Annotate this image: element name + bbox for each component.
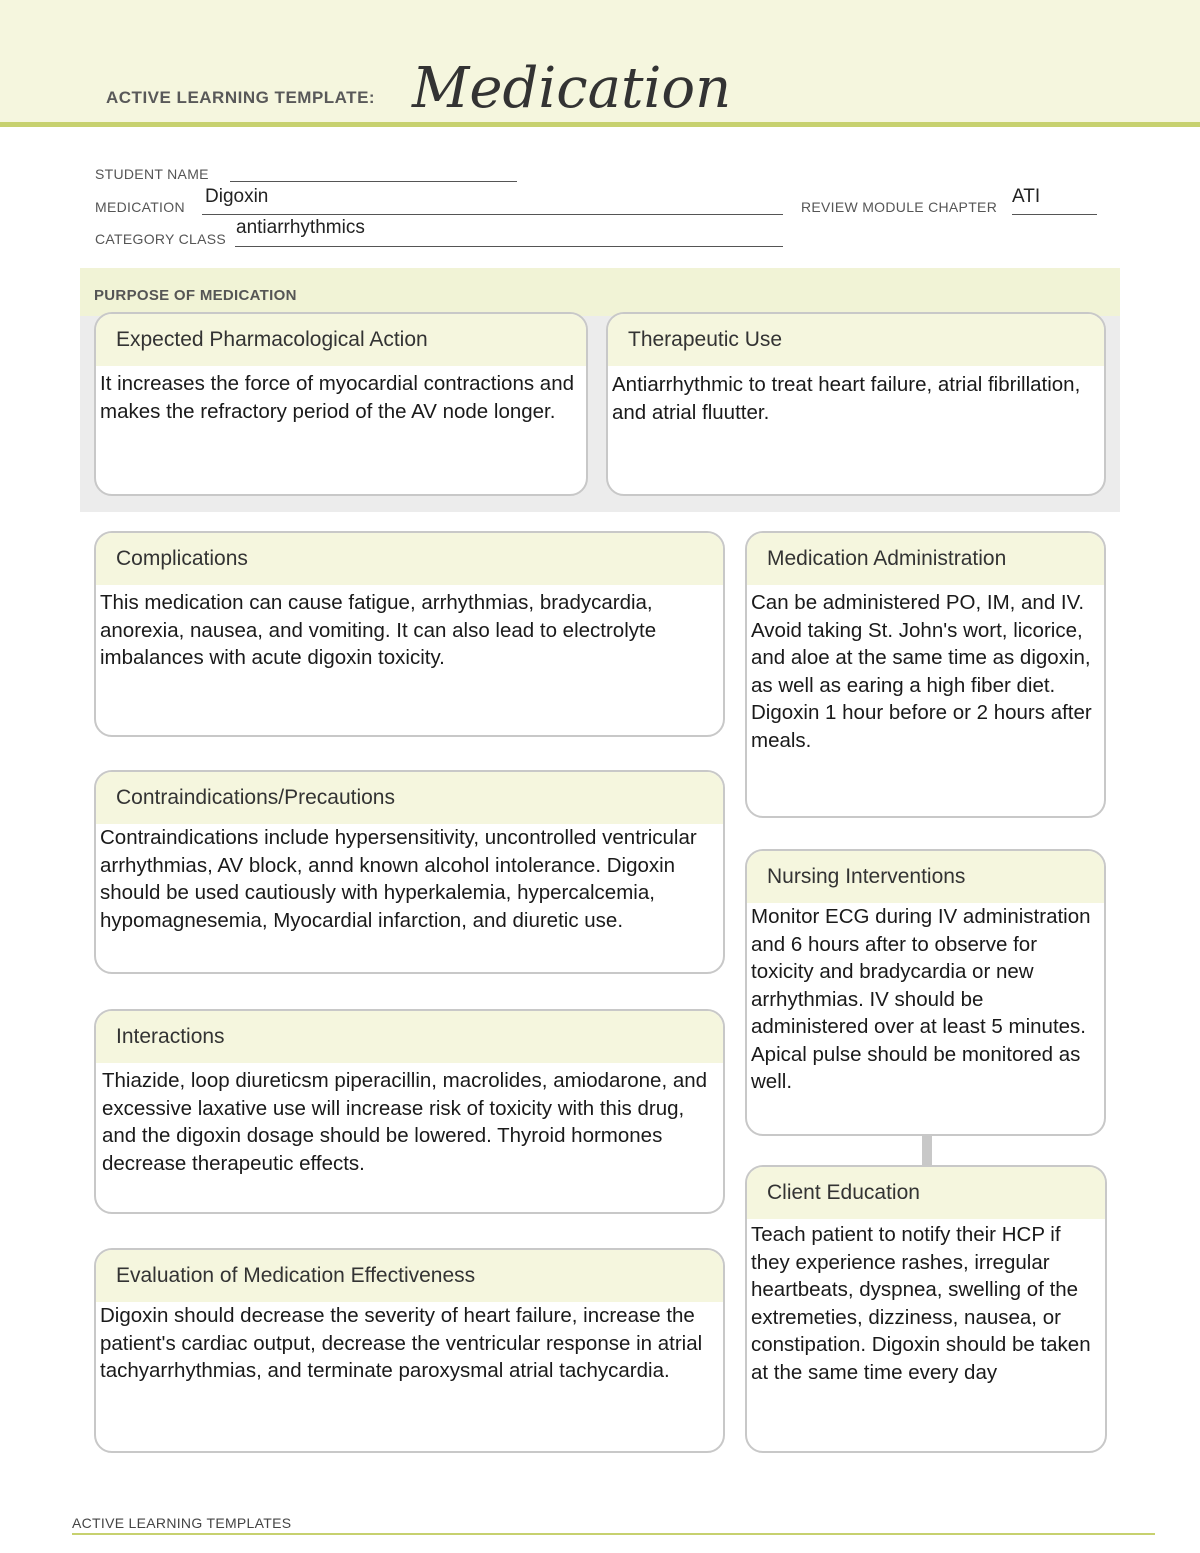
- interactions-box: [94, 1009, 725, 1214]
- student-name-field[interactable]: [230, 181, 517, 182]
- review-module-label: REVIEW MODULE CHAPTER: [801, 199, 998, 215]
- contraindications-text[interactable]: Contraindications include hypersensitivity, uncontrolled ventricular arrhythmias, AV block, annd known alcohol intolerance. Digoxin should be used cautiously with hyperkalemia, hypercalcemia, hypomagnesemia, Myocardial infarction, and diuretic use.: [100, 826, 697, 932]
- expected-action-text[interactable]: It increases the force of myocardial contractions and makes the refractory period of the AV node longer.: [100, 372, 575, 423]
- expected-action-box: [94, 312, 588, 496]
- header-rule: [0, 122, 1200, 127]
- category-class-value: antiarrhythmics: [236, 217, 365, 238]
- page-title: Medication: [412, 56, 732, 121]
- template-label: ACTIVE LEARNING TEMPLATE:: [106, 88, 376, 107]
- review-module-value: ATI: [1012, 186, 1041, 207]
- administration-box: [745, 531, 1106, 818]
- footer-label: ACTIVE LEARNING TEMPLATES: [72, 1515, 292, 1531]
- category-class-field[interactable]: [235, 246, 783, 247]
- box-connector: [922, 1135, 932, 1167]
- nursing-interventions-text[interactable]: Monitor ECG during IV administration and 6 hours after to observe for toxicity and bradycardia or new arrhythmias. IV should be administered over at least 5 minutes. Apical pulse should be monitored as well.: [751, 905, 1091, 1093]
- student-name-label: STUDENT NAME: [95, 166, 209, 182]
- evaluation-title: Evaluation of Medication Effectiveness: [96, 1250, 723, 1302]
- therapeutic-use-text[interactable]: Antiarrhythmic to treat heart failure, atrial fibrillation, and atrial fluutter.: [612, 373, 1081, 424]
- category-class-label: CATEGORY CLASS: [95, 231, 227, 247]
- evaluation-box: [94, 1248, 725, 1453]
- client-education-title: Client Education: [747, 1167, 1105, 1219]
- client-education-box: [745, 1165, 1107, 1453]
- complications-box: [94, 531, 725, 737]
- administration-title: Medication Administration: [747, 533, 1104, 585]
- medication-value: Digoxin: [205, 186, 269, 207]
- contraindications-box: [94, 770, 725, 974]
- medication-label: MEDICATION: [95, 199, 185, 215]
- purpose-label: PURPOSE OF MEDICATION: [94, 287, 297, 304]
- therapeutic-use-box: [606, 312, 1106, 496]
- administration-text[interactable]: Can be administered PO, IM, and IV. Avoid taking St. John's wort, licorice, and aloe at the same time as digoxin, as well as earing a high fiber diet. Digoxin 1 hour before or 2 hours after meals.: [751, 591, 1092, 752]
- interactions-title: Interactions: [96, 1011, 723, 1063]
- medication-field[interactable]: [202, 214, 783, 215]
- evaluation-text[interactable]: Digoxin should decrease the severity of heart failure, increase the patient's cardiac output, decrease the ventricular response in atrial tachyarrhythmias, and terminate paroxysmal atrial tachycardia.: [100, 1304, 703, 1382]
- therapeutic-use-title: Therapeutic Use: [608, 314, 1104, 366]
- nursing-interventions-box: [745, 849, 1106, 1136]
- interactions-text[interactable]: Thiazide, loop diureticsm piperacillin, macrolides, amiodarone, and excessive laxative use will increase risk of toxicity with this drug, and the digoxin dosage should be lowered. Thyroid hormones decrease therapeutic effects.: [102, 1069, 708, 1175]
- complications-text[interactable]: This medication can cause fatigue, arrhythmias, bradycardia, anorexia, nausea, and vomiting. It can also lead to electrolyte imbalances with acute digoxin toxicity.: [100, 591, 657, 669]
- client-education-text[interactable]: Teach patient to notify their HCP if they experience rashes, irregular heartbeats, dyspnea, swelling of the extremeties, dizziness, nausea, or constipation. Digoxin should be taken at the same time every day: [751, 1223, 1091, 1384]
- expected-action-title: Expected Pharmacological Action: [96, 314, 586, 366]
- contraindications-title: Contraindications/Precautions: [96, 772, 723, 824]
- complications-title: Complications: [96, 533, 723, 585]
- footer-rule: [72, 1533, 1155, 1535]
- nursing-interventions-title: Nursing Interventions: [747, 851, 1104, 903]
- review-module-field[interactable]: [1012, 214, 1097, 215]
